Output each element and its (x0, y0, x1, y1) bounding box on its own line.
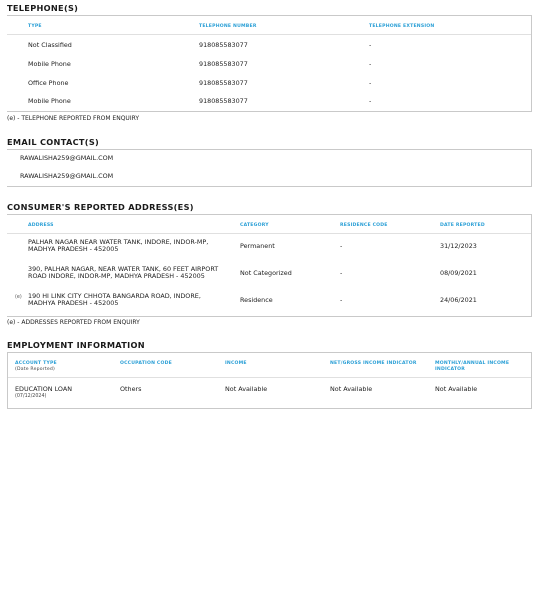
address-date: 24/06/2021 (440, 296, 477, 304)
phone-type: Office Phone (28, 79, 69, 87)
header-date-reported-sub: (Date Reported) (15, 366, 55, 372)
addresses-table (7, 214, 532, 317)
phone-type: Mobile Phone (28, 60, 71, 68)
phone-extension: - (369, 97, 372, 105)
phone-number: 918085583077 (199, 79, 248, 87)
telephones-table (7, 15, 532, 112)
addresses-note: (e) - ADDRESSES REPORTED FROM ENQUIRY (7, 319, 140, 326)
monthly-annual-indicator: Not Available (435, 385, 478, 393)
net-gross-indicator: Not Available (330, 385, 373, 393)
phone-number: 918085583077 (199, 97, 248, 105)
phone-type: Mobile Phone (28, 97, 71, 105)
occupation-code: Others (120, 385, 142, 393)
phone-type: Not Classified (28, 41, 72, 49)
email-item: RAWALISHA259@GMAIL.COM (20, 172, 114, 180)
address-residence-code: - (340, 296, 343, 304)
header-net-gross-indicator: NET/GROSS INCOME INDICATOR (330, 361, 417, 366)
account-type: EDUCATION LOAN (15, 385, 73, 393)
header-income: INCOME (225, 361, 247, 366)
addresses-title: CONSUMER'S REPORTED ADDRESS(ES) (7, 202, 194, 212)
address-text: 390, PALHAR NAGAR, NEAR WATER TANK, 60 FEET AIRPORT ROAD INDORE, INDOR-MP, MADHYA PRADESH - 452005 (28, 265, 219, 281)
header-divider (7, 233, 531, 234)
account-date: (07/12/2024) (15, 394, 47, 400)
address-residence-code: - (340, 242, 343, 250)
header-divider (7, 34, 531, 35)
address-residence-code: - (340, 269, 343, 277)
header-address: ADDRESS (28, 223, 54, 228)
address-text: PALHAR NAGAR NEAR WATER TANK, INDORE, INDOR-MP, MADHYA PRADESH - 452005 (28, 238, 209, 254)
address-text: 190 HI LINK CITY CHHOTA BANGARDA ROAD, INDORE, MADHYA PRADESH - 452005 (28, 292, 201, 308)
phone-extension: - (369, 79, 372, 87)
address-date: 08/09/2021 (440, 269, 477, 277)
address-category: Permanent (240, 242, 275, 250)
header-residence-code: RESIDENCE CODE (340, 223, 388, 228)
header-occupation-code: OCCUPATION CODE (120, 361, 172, 366)
telephones-title: TELEPHONE(S) (7, 3, 79, 13)
income: Not Available (225, 385, 268, 393)
email-item: RAWALISHA259@GMAIL.COM (20, 154, 114, 162)
header-telephone-number: TELEPHONE NUMBER (199, 24, 257, 29)
phone-number: 918085583077 (199, 41, 248, 49)
header-category: CATEGORY (240, 223, 269, 228)
employment-title: EMPLOYMENT INFORMATION (7, 340, 145, 350)
account-type-cell (15, 386, 72, 401)
telephones-note: (e) - TELEPHONE REPORTED FROM ENQUIRY (7, 115, 140, 122)
header-account-type-label: ACCOUNT TYPE (15, 361, 57, 366)
header-date-reported: DATE REPORTED (440, 223, 485, 228)
phone-extension: - (369, 41, 372, 49)
header-divider (8, 377, 531, 378)
header-telephone-extension: TELEPHONE EXTENSION (369, 24, 435, 29)
header-type: TYPE (28, 24, 42, 29)
header-account-type (15, 361, 105, 372)
employment-table (7, 352, 532, 409)
address-date: 31/12/2023 (440, 242, 477, 250)
emails-box (7, 149, 532, 187)
header-monthly-annual-indicator: MONTHLY/ANNUAL INCOME INDICATOR (435, 361, 510, 372)
address-category: Not Categorized (240, 269, 292, 277)
phone-extension: - (369, 60, 372, 68)
emails-title: EMAIL CONTACT(S) (7, 137, 100, 147)
address-category: Residence (240, 296, 273, 304)
phone-number: 918085583077 (199, 60, 248, 68)
enquiry-marker: (e) (15, 295, 22, 300)
